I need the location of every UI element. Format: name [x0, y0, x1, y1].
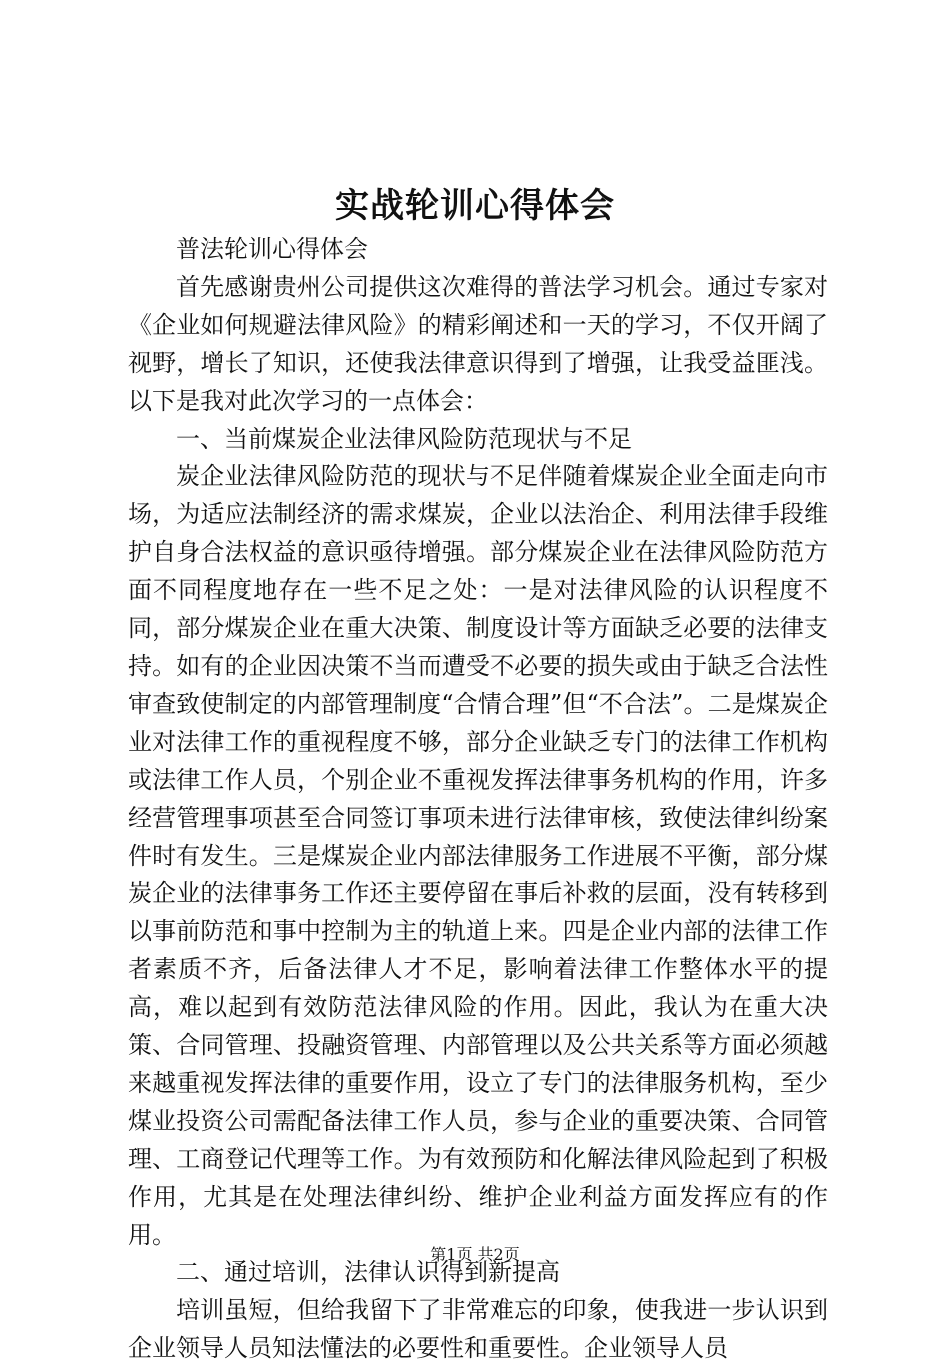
page-footer: 第1页 共2页	[430, 1245, 520, 1264]
paragraph-section-2: 培训虽短，但给我留下了非常难忘的印象，使我进一步认识到企业领导人员知法懂法的必要性和重要性。企业领导人员	[128, 1296, 828, 1363]
paragraph-intro: 首先感谢贵州公司提供这次难得的普法学习机会。通过专家对《企业如何规避法律风险》的精彩阐述和一天的学习，不仅开阔了视野，增长了知识，还使我法律意识得到了增强，让我受益匪浅。以下是我对此次学习的一点体会：	[128, 272, 828, 415]
document-body	[128, 231, 828, 1368]
document-title: 实战轮训心得体会	[335, 186, 615, 226]
paragraph-section-1: 炭企业法律风险防范的现状与不足伴随着煤炭企业全面走向市场，为适应法制经济的需求煤炭，企业以法治企、利用法律手段维护自身合法权益的意识亟待增强。部分煤炭企业在法律风险防范方面不同程度地存在一些不足之处：一是对法律风险的认识程度不同，部分煤炭企业在重大决策、制度设计等方面缺乏必要的法律支持。如有的企业因决策不当而遭受不必要的损失或由于缺乏合法性审查致使制定的内部管理制度“合情合理”但“不合法”。二是煤炭企业对法律工作的重视程度不够，部分企业缺乏专门的法律工作机构或法律工作人员，个别企业不重视发挥法律事务机构的作用，许多经营管理事项甚至合同签订事项未进行法律审核，致使法律纠纷案件时有发生。三是煤炭企业内部法律服务工作进展不平衡，部分煤炭企业的法律事务工作还主要停留在事后补救的层面，没有转移到以事前防范和事中控制为主的轨道上来。四是企业内部的法律工作者素质不齐，后备法律人才不足，影响着法律工作整体水平的提高，难以起到有效防范法律风险的作用。因此，我认为在重大决策、合同管理、投融资管理、内部管理以及公共关系等方面必须越来越重视发挥法律的重要作用，设立了专门的法律服务机构，至少煤业投资公司需配备法律工作人员，参与企业的重要决策、合同管理、工商登记代理等工作。为有效预防和化解法律风险起到了积极作用，尤其是在处理法律纠纷、维护企业利益方面发挥应有的作用。	[128, 462, 828, 1249]
section-heading-2: 二、通过培训，法律认识得到新提高	[176, 1258, 560, 1287]
paragraph-subtitle: 普法轮训心得体会	[176, 235, 368, 263]
section-heading-1: 一、当前煤炭企业法律风险防范现状与不足	[176, 424, 632, 453]
